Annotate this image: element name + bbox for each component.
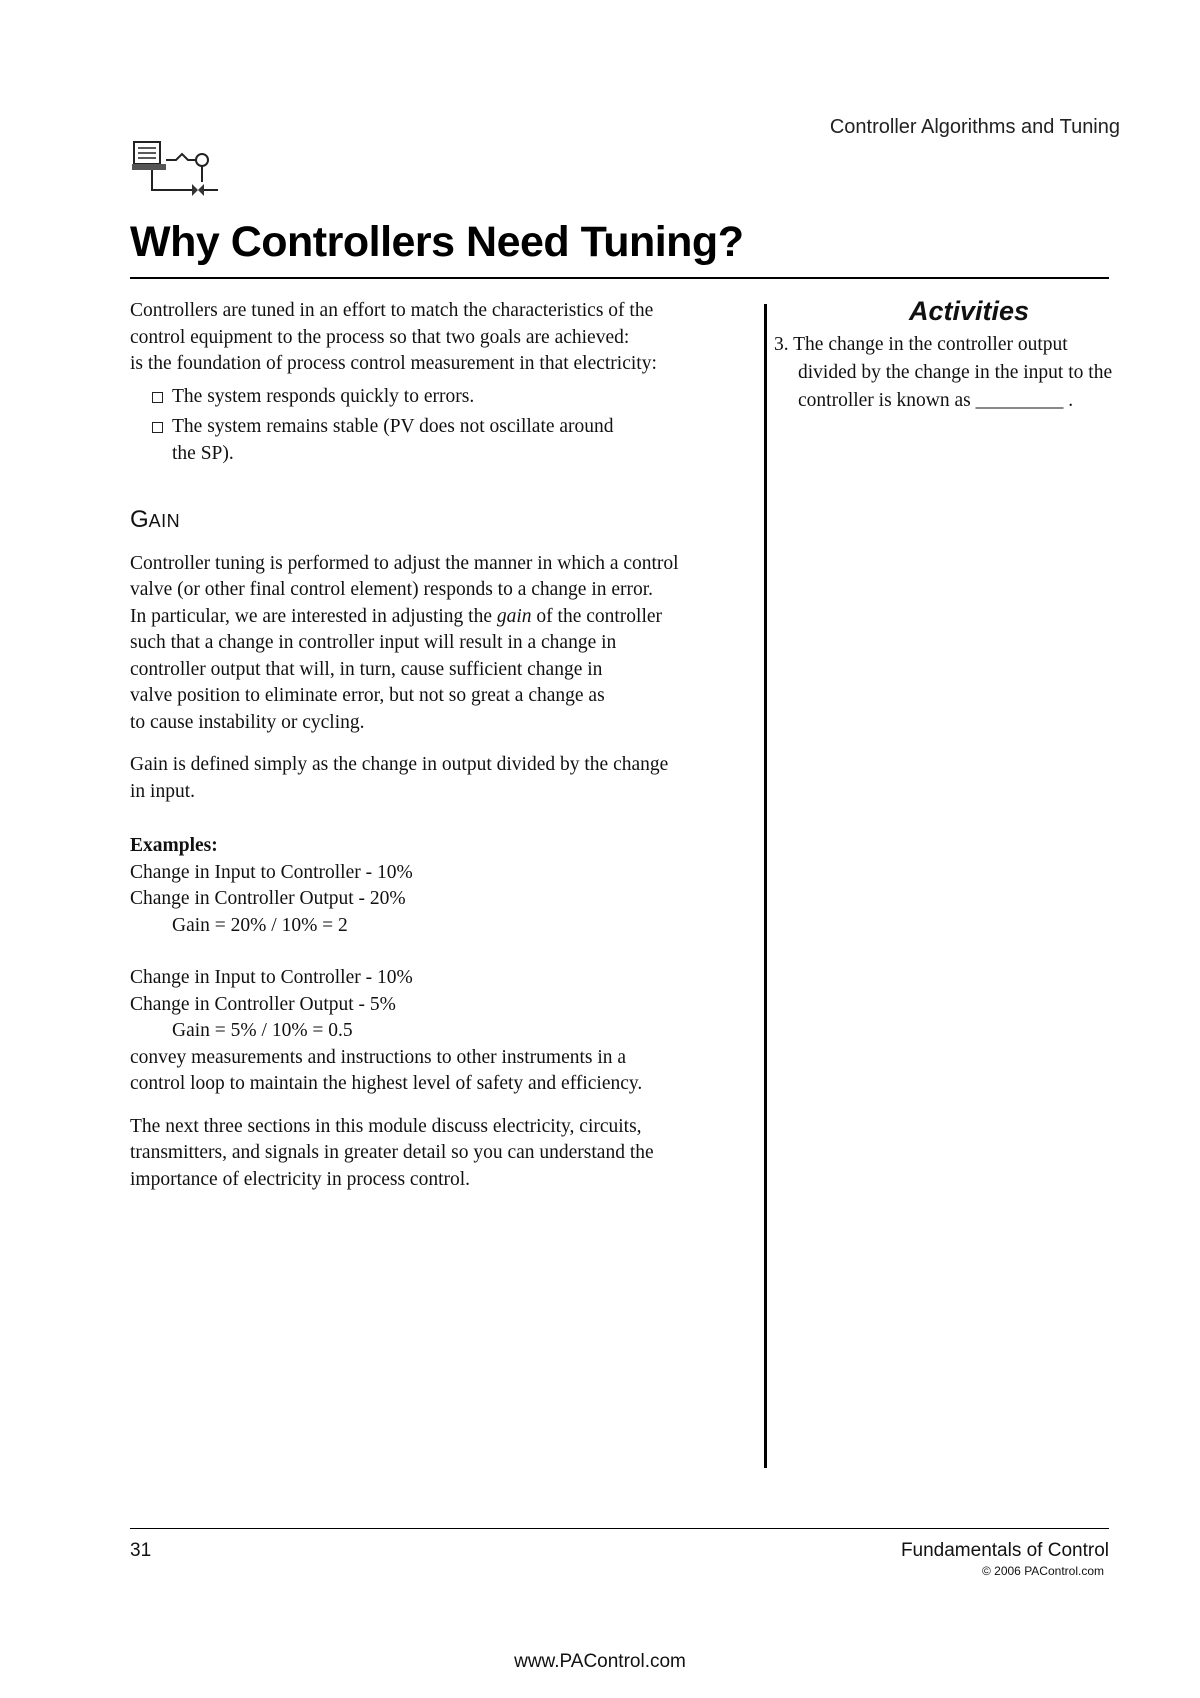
closing-line: importance of electricity in process control.: [130, 1168, 471, 1190]
goal-item: [152, 414, 760, 467]
gain-heading-lead: G: [130, 506, 149, 533]
tuning-line: to cause instability or cycling.: [130, 711, 365, 733]
goals-list: [152, 384, 760, 468]
activity-item: [774, 331, 1164, 415]
goal-text: The system remains stable (PV does not oscillate around: [172, 416, 614, 437]
copyright-notice: © 2006 PAControl.com: [981, 1564, 1104, 1578]
example-line: Change in Controller Output - 20%: [130, 888, 406, 909]
goal-text: The system responds quickly to errors.: [172, 385, 475, 407]
gain-definition-line: Gain is defined simply as the change in output divided by the change: [130, 754, 669, 775]
tuning-line: Controller tuning is performed to adjust the manner in which a control: [130, 552, 679, 574]
tuning-line: controller output that will, in turn, cause sufficient change in: [130, 658, 603, 680]
closing-line: The next three sections in this module discuss electricity, circuits,: [130, 1115, 642, 1137]
example-line: Change in Input to Controller - 10%: [130, 967, 413, 988]
closing-line: transmitters, and signals in greater detail so you can understand the: [130, 1142, 654, 1163]
tuning-line: valve position to eliminate error, but not so great a change as: [130, 685, 605, 706]
activity-line: controller is known as _________ .: [798, 390, 1074, 411]
intro-line: Controllers are tuned in an effort to match the characteristics of the: [130, 300, 654, 321]
tuning-line: [130, 604, 760, 631]
gain-definition-line: in input.: [130, 780, 196, 802]
gain-emphasis: gain: [496, 605, 532, 627]
page-number: 31: [130, 1540, 152, 1561]
activity-line: divided by the change in the input to the: [798, 362, 1113, 383]
tuning-text: of the controller: [531, 605, 663, 627]
example-result: Gain = 5% / 10% = 0.5: [172, 1020, 353, 1041]
controller-schematic-icon: [130, 138, 222, 200]
main-column: [130, 298, 760, 1193]
website-url: www.PAControl.com: [514, 1651, 686, 1672]
gain-heading-rest: AIN: [148, 511, 181, 531]
tuning-line: valve (or other final control element) responds to a change in error.: [130, 579, 654, 600]
running-header: Controller Algorithms and Tuning: [829, 116, 1120, 138]
goal-text: the SP).: [172, 442, 234, 464]
footer-title: Fundamentals of Control: [900, 1540, 1109, 1561]
intro-line: control equipment to the process so that two goals are achieved:: [130, 326, 630, 348]
goal-item: [152, 384, 760, 411]
convey-line: control loop to maintain the highest level of safety and efficiency.: [130, 1073, 643, 1094]
tuning-text: In particular, we are interested in adjusting the: [130, 605, 497, 627]
activities-title: Activities: [908, 296, 1030, 326]
example-line: Change in Input to Controller - 10%: [130, 861, 413, 883]
intro-line: is the foundation of process control measurement in that electricity:: [130, 353, 657, 374]
spacer: [130, 939, 760, 965]
title-rule: [130, 277, 1109, 279]
examples-label: Examples:: [130, 835, 218, 856]
checkbox-square-icon: [152, 392, 163, 403]
example-line: Change in Controller Output - 5%: [130, 993, 396, 1015]
activity-line: 3. The change in the controller output: [774, 334, 1068, 355]
tuning-line: such that a change in controller input will result in a change in: [130, 632, 617, 653]
example-result: Gain = 20% / 10% = 2: [172, 914, 348, 936]
gain-heading: [130, 507, 760, 535]
activities-sidebar: [774, 296, 1164, 415]
footer-rule: [130, 1528, 1109, 1529]
checkbox-square-icon: [152, 422, 163, 433]
page-title: Why Controllers Need Tuning?: [130, 218, 744, 266]
convey-line: convey measurements and instructions to other instruments in a: [130, 1046, 627, 1068]
column-divider: [764, 304, 767, 1468]
